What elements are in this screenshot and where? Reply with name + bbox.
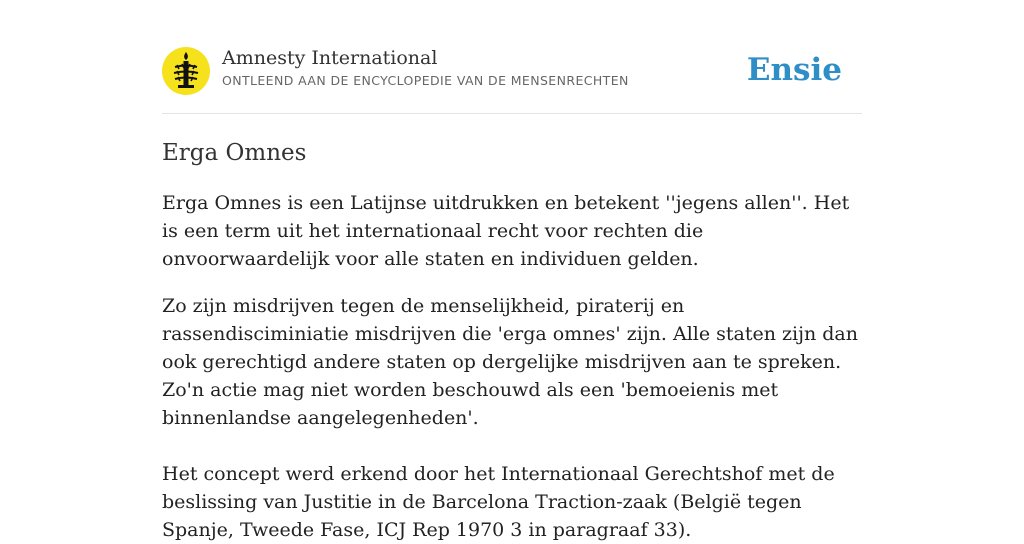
- header-divider: [162, 113, 862, 114]
- article-title: Erga Omnes: [162, 140, 307, 166]
- ensie-logo[interactable]: Ensie: [746, 52, 842, 88]
- header: [162, 44, 862, 100]
- brand-block: [222, 46, 629, 92]
- article-paragraph: Erga Omnes is een Latijnse uitdrukken en betekent ''jegens allen''. Het is een term uit het internationaal recht voor rechten die onvoorwaardelijk voor alle staten en individuen gelden.: [162, 192, 850, 270]
- article: [162, 134, 868, 544]
- brand-title[interactable]: Amnesty International: [222, 47, 438, 69]
- article-paragraph: Zo zijn misdrijven tegen de menselijkheid, piraterij en rassendisciminiatie misdrijven die 'erga omnes' zijn. Alle staten zijn dan ook gerechtigd andere staten op dergelijke misdrijven aan te spreken. Zo'n actie mag niet worden beschouwd als een 'bemoeienis met binnenlandse aangelegenheden'. Het concept werd erkend door het Internationaal Gerechtshof met de beslissing van Justitie in de Barcelona Traction-zaak (België tegen Spanje, Tweede Fase, ICJ Rep 1970 3 in paragraaf 33).: [162, 295, 858, 541]
- brand-subtitle: ONTLEEND AAN DE ENCYCLOPEDIE VAN DE MENSENRECHTEN: [222, 73, 629, 88]
- amnesty-logo-icon[interactable]: [162, 47, 210, 95]
- candle-barbed-wire-icon: [162, 47, 210, 95]
